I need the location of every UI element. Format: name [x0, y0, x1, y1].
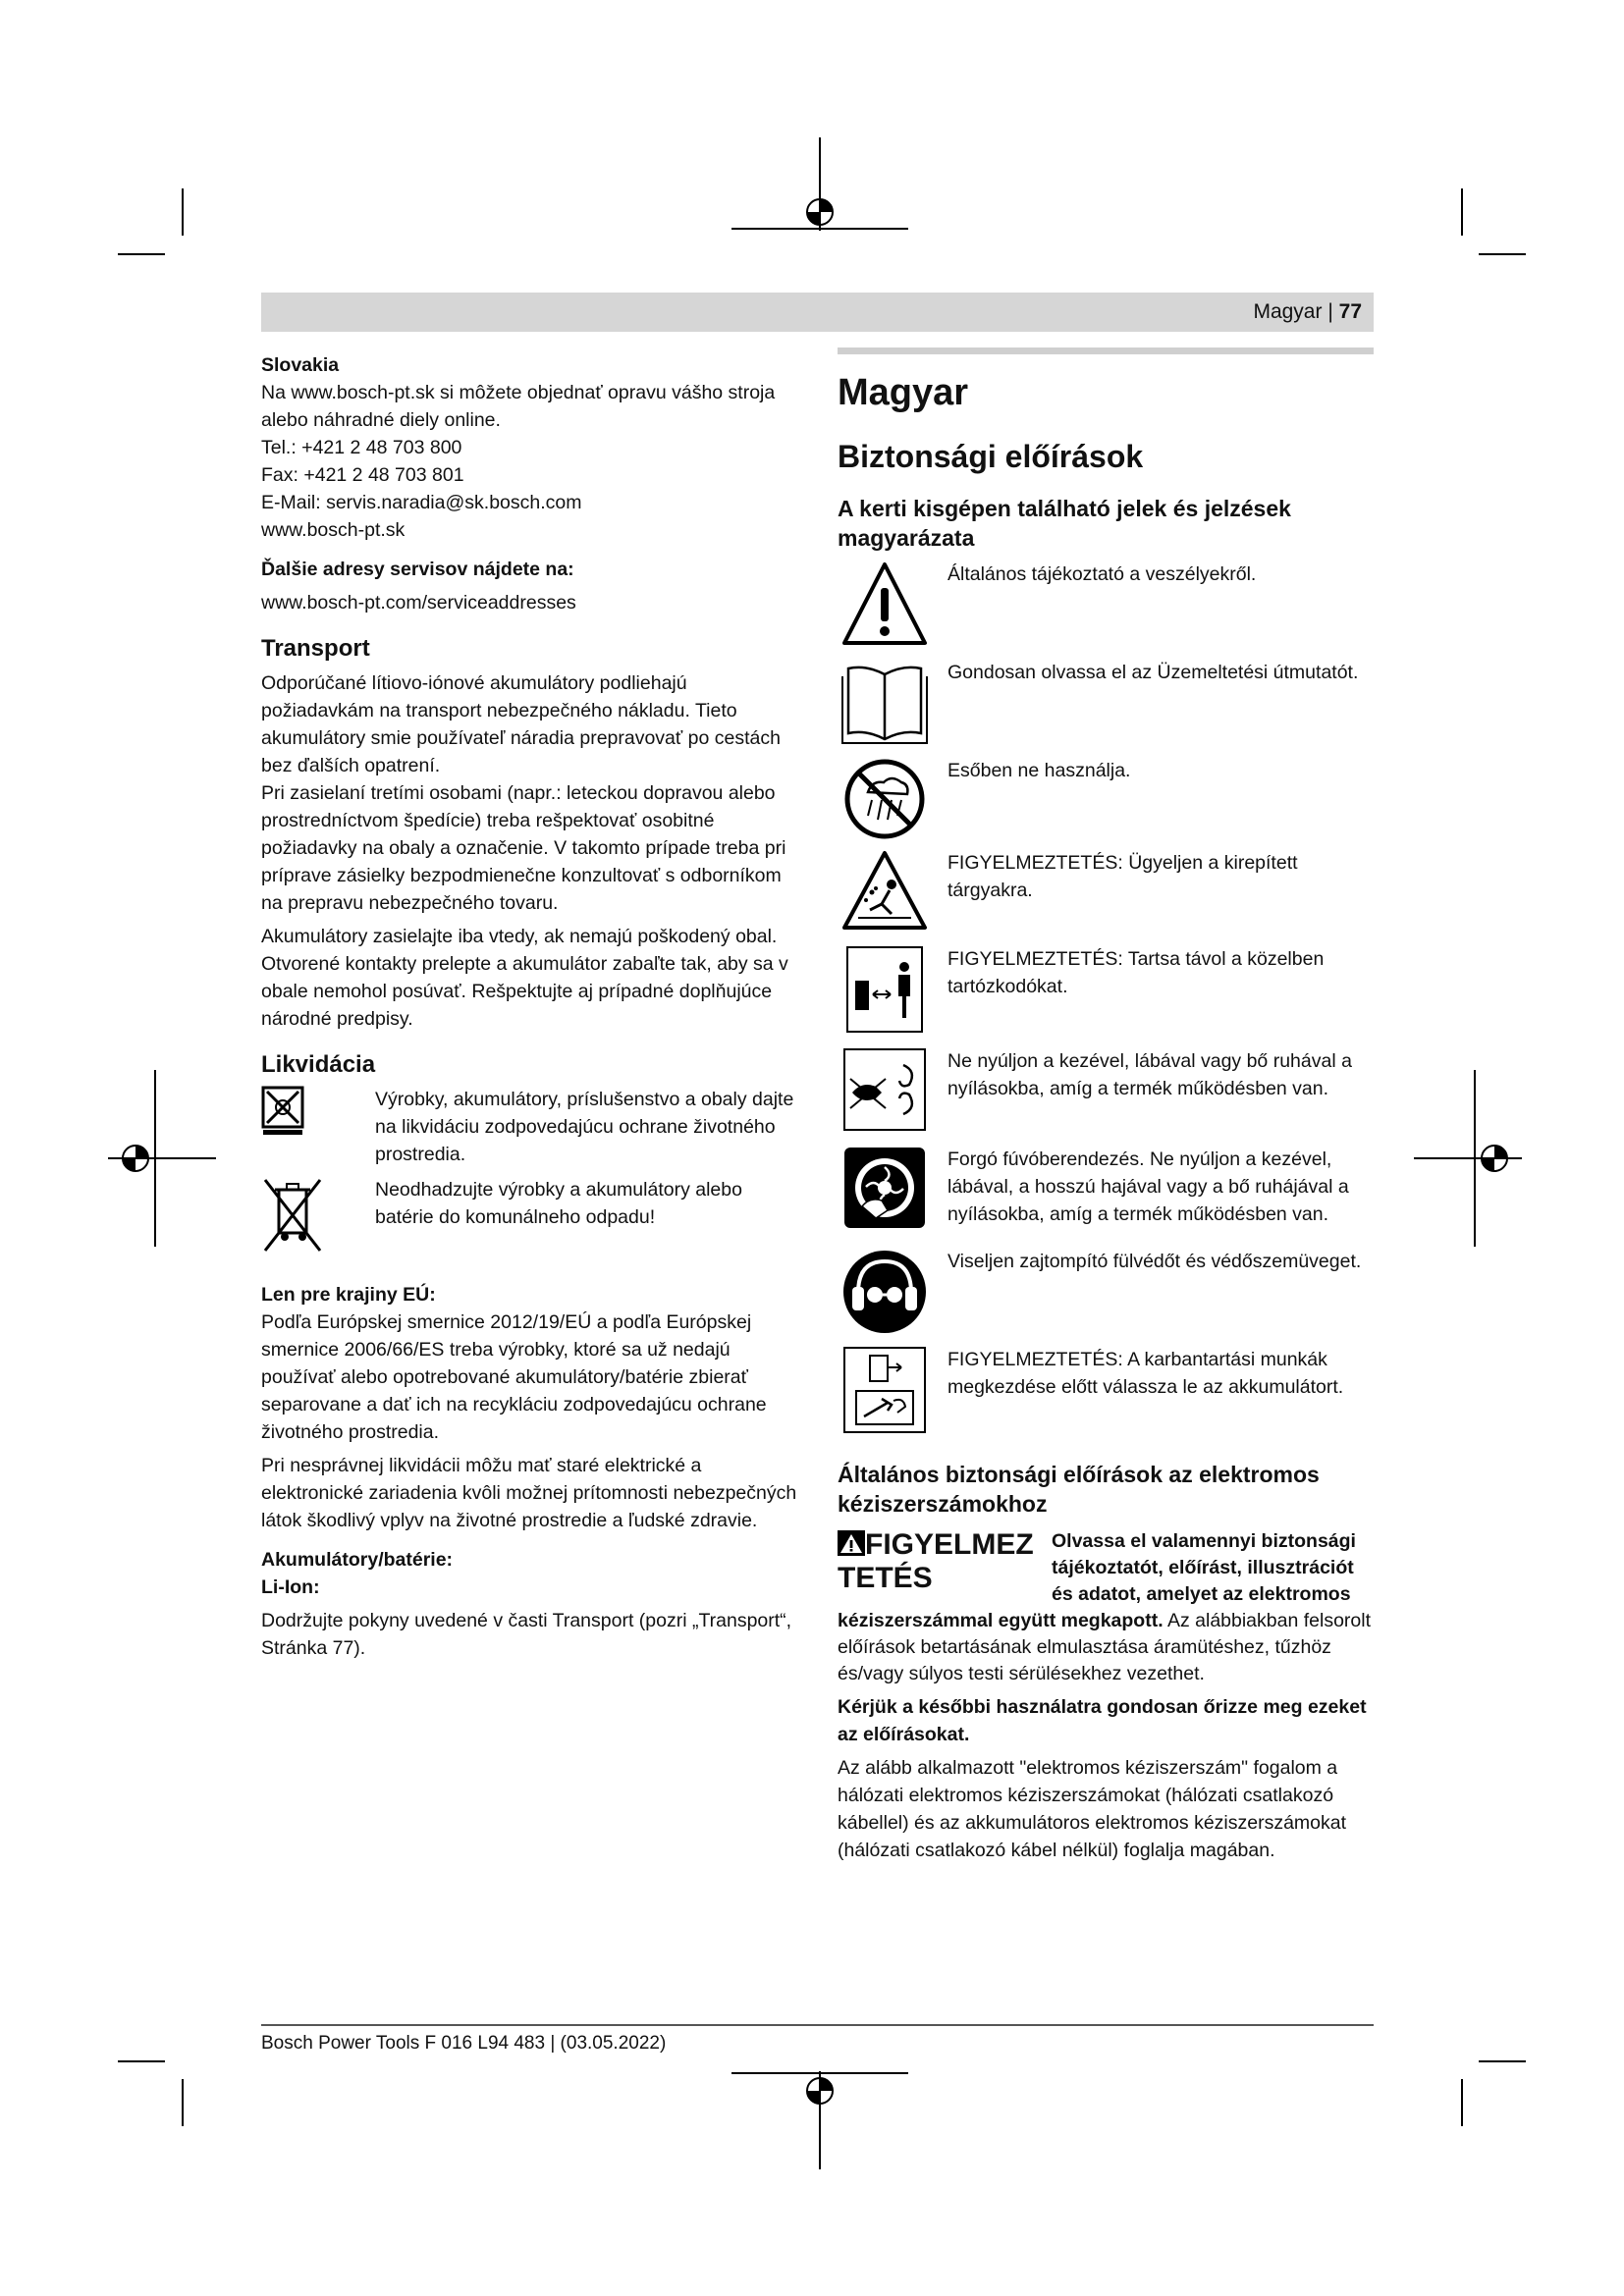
symbol-row — [838, 849, 1374, 945]
symbol-text: Esőben ne használja. — [947, 760, 1131, 781]
crop-mark — [1461, 188, 1463, 236]
no-rain-icon — [838, 757, 932, 841]
transport-p3: Akumulátory zasielajte iba vtedy, ak nemajú poškodený obal. Otvorené kontakty prelepte a akumulátor zabaľte tak, aby sa v obale nemohol posúvať. Rešpektujte aj prípadné doplňujúce národné predpisy. — [261, 926, 788, 1030]
disposal-item2-text: Neodhadzujte výrobky a akumulátory alebo batérie do komunálneho odpadu! — [375, 1179, 742, 1228]
no-hands-feet-icon — [838, 1047, 932, 1132]
li-ion-title: Li-Ion: — [261, 1576, 320, 1598]
disposal-item — [261, 1176, 799, 1259]
remove-battery-icon — [838, 1346, 932, 1434]
symbol-text: FIGYELMEZTETÉS: A karbantartási munkák megkezdése előtt válassza le az akkumulátort. — [947, 1349, 1344, 1398]
page-header — [261, 293, 1374, 332]
slovakia-fax: Fax: +421 2 48 703 801 — [261, 464, 464, 486]
symbol-row — [838, 659, 1374, 757]
registration-mark-top — [731, 137, 908, 255]
symbol-text: Viseljen zajtompító fülvédőt és védőszemüveget. — [947, 1251, 1362, 1272]
crop-mark — [1479, 2060, 1526, 2062]
symbol-row — [838, 757, 1374, 849]
warning-word: FIGYELMEZTETÉS — [838, 1528, 1034, 1594]
symbol-row — [838, 1146, 1374, 1248]
warning-rest: Az alábbiakban felsorolt előírások betartásának elmulasztása áramütéshez, tűzhöz és/vagy súlyos testi sérülésekhez vezethet. — [838, 1610, 1372, 1684]
recycle-sort-icon — [261, 1086, 355, 1142]
left-column — [261, 351, 799, 1662]
symbol-row — [838, 1047, 1374, 1146]
symbol-text: FIGYELMEZTETÉS: Ügyeljen a kirepített tárgyakra. — [947, 852, 1298, 901]
safety-title: Biztonsági előírások — [838, 439, 1144, 474]
battery-title: Akumulátory/batérie: — [261, 1549, 454, 1571]
read-manual-icon — [838, 659, 932, 747]
transport-p1: Odporúčané lítiovo-iónové akumulátory podliehajú požiadavkám na transport nebezpečného nákladu. Tieto akumulátory smie používateľ náradia prepravovať po cestách bez ďalších opatrení. — [261, 672, 781, 776]
more-addresses-url: www.bosch-pt.com/serviceaddresses — [261, 592, 576, 614]
eu-p1: Podľa Európskej smernice 2012/19/EÚ a podľa Európskej smernice 2006/66/ES treba výrobky, ktoré sa už nedajú používať alebo opotrebované akumulátory/batérie zbierať separovane a dať ich na recykláciu zodpovedajúcu ochrane životného prostredia. — [261, 1311, 767, 1443]
transport-title: Transport — [261, 635, 370, 662]
symbol-text: Ne nyúljon a kezével, lábával vagy bő ruhával a nyílásokba, amíg a termék működésben van. — [947, 1050, 1352, 1099]
rotating-fan-icon — [838, 1146, 932, 1230]
registration-mark-left — [108, 1070, 216, 1247]
more-addresses-title: Ďalšie adresy servisov nájdete na: — [261, 559, 574, 580]
section-rule — [838, 347, 1374, 354]
slovakia-email: E-Mail: servis.naradia@sk.bosch.com — [261, 492, 582, 513]
registration-mark-right — [1414, 1070, 1522, 1247]
registration-mark-bottom — [731, 2061, 908, 2169]
eu-p2: Pri nesprávnej likvidácii môžu mať staré elektrické a elektronické zariadenia kvôli možnej prítomnosti nebezpečných látok škodlivý vplyv na životné prostredie a ľudské zdravie. — [261, 1455, 797, 1531]
warning-triangle-icon — [838, 561, 932, 649]
header-text — [1253, 300, 1362, 324]
right-column — [838, 351, 1374, 1864]
page-number: 77 — [1338, 300, 1362, 323]
language-title: Magyar — [838, 372, 969, 413]
li-ion-text: Dodržujte pokyny uvedené v časti Transport (pozri „Transport“, Stránka 77). — [261, 1610, 792, 1659]
eu-title: Len pre krajiny EÚ: — [261, 1284, 436, 1306]
slovakia-text: Na www.bosch-pt.sk si môžete objednať opravu vášho stroja alebo náhradné diely online. — [261, 382, 776, 431]
country-title: Slovakia — [261, 354, 340, 376]
transport-p2: Pri zasielaní tretími osobami (napr.: leteckou dopravou alebo prostredníctvom špedície) treba rešpektovať osobitné požiadavky na obaly a označenie. V takomto prípade treba pri príprave zásielky bezpodmienečne konzultovať s odborníkom na prepravu nebezpečného tovaru. — [261, 782, 786, 914]
symbols-title: A kerti kisgépen található jelek és jelzések magyarázata — [838, 496, 1291, 551]
keep-instructions: Kérjük a későbbi használatra gondosan őrizze meg ezeket az előírásokat. — [838, 1696, 1367, 1745]
symbol-row — [838, 945, 1374, 1047]
footer-rule — [261, 2024, 1374, 2026]
crossed-bin-icon — [261, 1176, 355, 1259]
warning-label — [838, 1528, 1044, 1595]
symbol-text: Gondosan olvassa el az Üzemeltetési útmutatót. — [947, 662, 1359, 683]
symbol-row — [838, 1346, 1374, 1446]
keep-distance-icon — [838, 945, 932, 1034]
symbol-text: FIGYELMEZTETÉS: Tartsa távol a közelben tartózkodókat. — [947, 948, 1325, 997]
general-safety-title: Általános biztonsági előírások az elektromos kéziszerszámokhoz — [838, 1462, 1320, 1517]
footer-text: Bosch Power Tools F 016 L94 483 | (03.05.2022) — [261, 2033, 667, 2054]
header-section: Magyar — [1253, 300, 1323, 323]
disposal-title: Likvidácia — [261, 1051, 376, 1078]
definition-text: Az alább alkalmazott "elektromos kéziszerszám" fogalom a hálózati elektromos kéziszerszámokat (hálózati csatlakozó kábellel) és az akkumulátoros elektromos kéziszerszámokat (hálózati csatlakozó kábel nélkül) foglalja magában. — [838, 1757, 1347, 1861]
header-separator: | — [1327, 300, 1333, 323]
ear-eye-protection-icon — [838, 1248, 932, 1336]
disposal-item — [261, 1086, 799, 1168]
crop-mark — [118, 253, 165, 255]
disposal-item1-text: Výrobky, akumulátory, príslušenstvo a obaly dajte na likvidáciu zodpovedajúcu ochrane životného prostredia. — [375, 1089, 794, 1165]
warning-block — [838, 1528, 1374, 1687]
crop-mark — [118, 2060, 165, 2062]
symbol-text: Forgó fúvóberendezés. Ne nyúljon a kezével, lábával, a hosszú hajával vagy a bő ruhájával a nyílásokba, amíg a termék működésben van. — [947, 1148, 1349, 1225]
slovakia-web: www.bosch-pt.sk — [261, 519, 406, 541]
symbol-text: Általános tájékoztató a veszélyekről. — [947, 563, 1257, 585]
crop-mark — [1461, 2079, 1463, 2126]
crop-mark — [182, 188, 184, 236]
crop-mark — [1479, 253, 1526, 255]
symbol-row — [838, 561, 1374, 659]
crop-mark — [182, 2079, 184, 2126]
symbol-row — [838, 1248, 1374, 1346]
warning-triangle-small-icon — [838, 1530, 865, 1561]
warning-intro: Olvassa el valamennyi biztonsági tájékoztatót, előírást, illusztrációt és adatot, amelyet az elektromos kéziszerszámmal együtt megkapott. — [838, 1530, 1356, 1631]
slovakia-tel: Tel.: +421 2 48 703 800 — [261, 437, 462, 458]
flying-debris-icon — [838, 849, 932, 934]
